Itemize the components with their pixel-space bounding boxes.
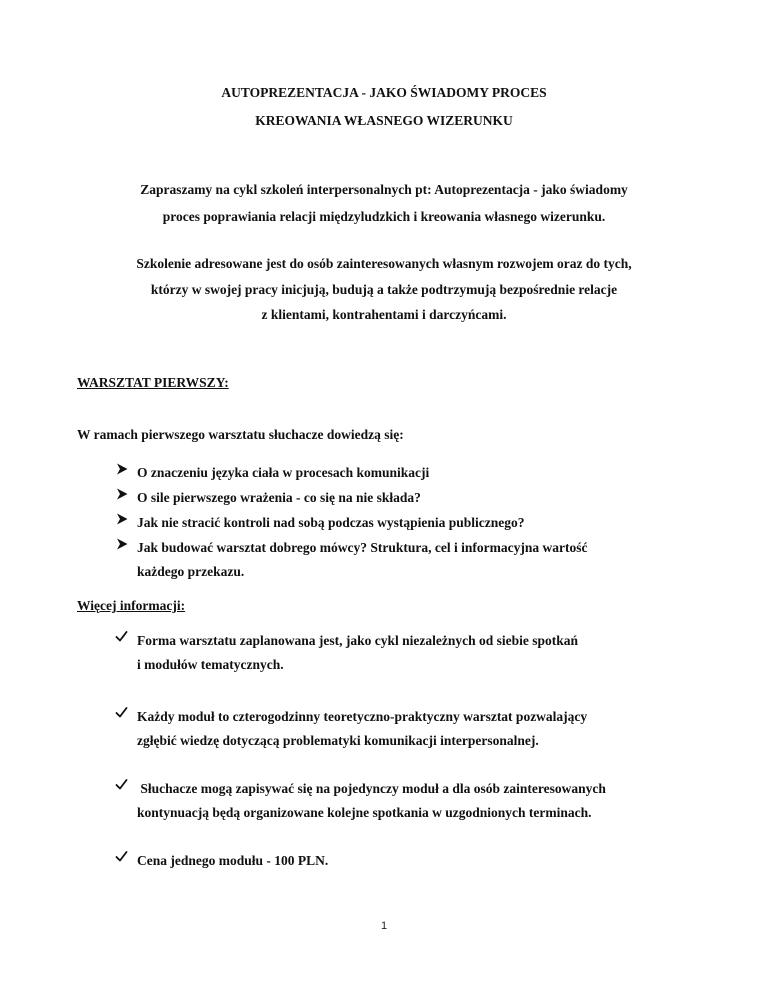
checkmark-icon [115,706,128,719]
page-number: 1 [380,920,388,932]
invitation-line-1: Zapraszamy na cykl szkoleń interpersonalnych pt: Autoprezentacja - jako świadomy [140,182,628,197]
arrowhead-bullet-icon [116,463,128,475]
info-text-continued: zgłębić wiedzę dotyczącą problematyki komunikacji interpersonalnej. [137,733,539,748]
topic-text: O znaczeniu języka ciała w procesach komunikacji [137,465,430,480]
info-text: Cena jednego modułu - 100 PLN. [137,853,329,868]
topic-text: Jak budować warsztat dobrego mówcy? Struktura, cel i informacyjna wartość [137,540,588,555]
document-title-line-2: KREOWANIA WŁASNEGO WIZERUNKU [255,113,513,128]
info-text-continued: kontynuacją będą organizowane kolejne spotkania w uzgodnionych terminach. [137,805,592,820]
invitation-line-2: proces poprawiania relacji międzyludzkich i kreowania własnego wizerunku. [162,209,606,224]
checkmark-icon [115,778,128,791]
topic-text: O sile pierwszego wrażenia - co się na nie składa? [137,490,421,505]
topic-text-continued: każdego przekazu. [137,564,245,579]
info-text-continued: i modułów tematycznych. [137,657,284,672]
info-text: Forma warsztatu zaplanowana jest, jako cykl niezależnych od siebie spotkań [137,633,578,648]
info-text: Każdy moduł to czterogodzinny teoretyczno-praktyczny warsztat pozwalający [137,709,588,724]
arrowhead-bullet-icon [116,488,128,500]
audience-line-2: którzy w swojej pracy inicjują, budują a także podtrzymują bezpośrednie relacje [150,282,618,297]
checkmark-icon [115,850,128,863]
more-info-heading: Więcej informacji: [77,598,186,613]
checkmark-icon [115,630,128,643]
arrowhead-bullet-icon [116,538,128,550]
topic-text: Jak nie stracić kontroli nad sobą podczas wystąpienia publicznego? [137,515,525,530]
document-title-line-1: AUTOPREZENTACJA - JAKO ŚWIADOMY PROCES [221,85,547,100]
info-text: Słuchacze mogą zapisywać się na pojedynczy moduł a dla osób zainteresowanych [137,781,606,796]
audience-line-1: Szkolenie adresowane jest do osób zainteresowanych własnym rozwojem oraz do tych, [136,256,632,271]
arrowhead-bullet-icon [116,513,128,525]
audience-line-3: z klientami, kontrahentami i darczyńcami. [261,307,507,322]
workshop-lead: W ramach pierwszego warsztatu słuchacze dowiedzą się: [77,427,404,442]
workshop-heading: WARSZTAT PIERWSZY: [77,375,229,390]
